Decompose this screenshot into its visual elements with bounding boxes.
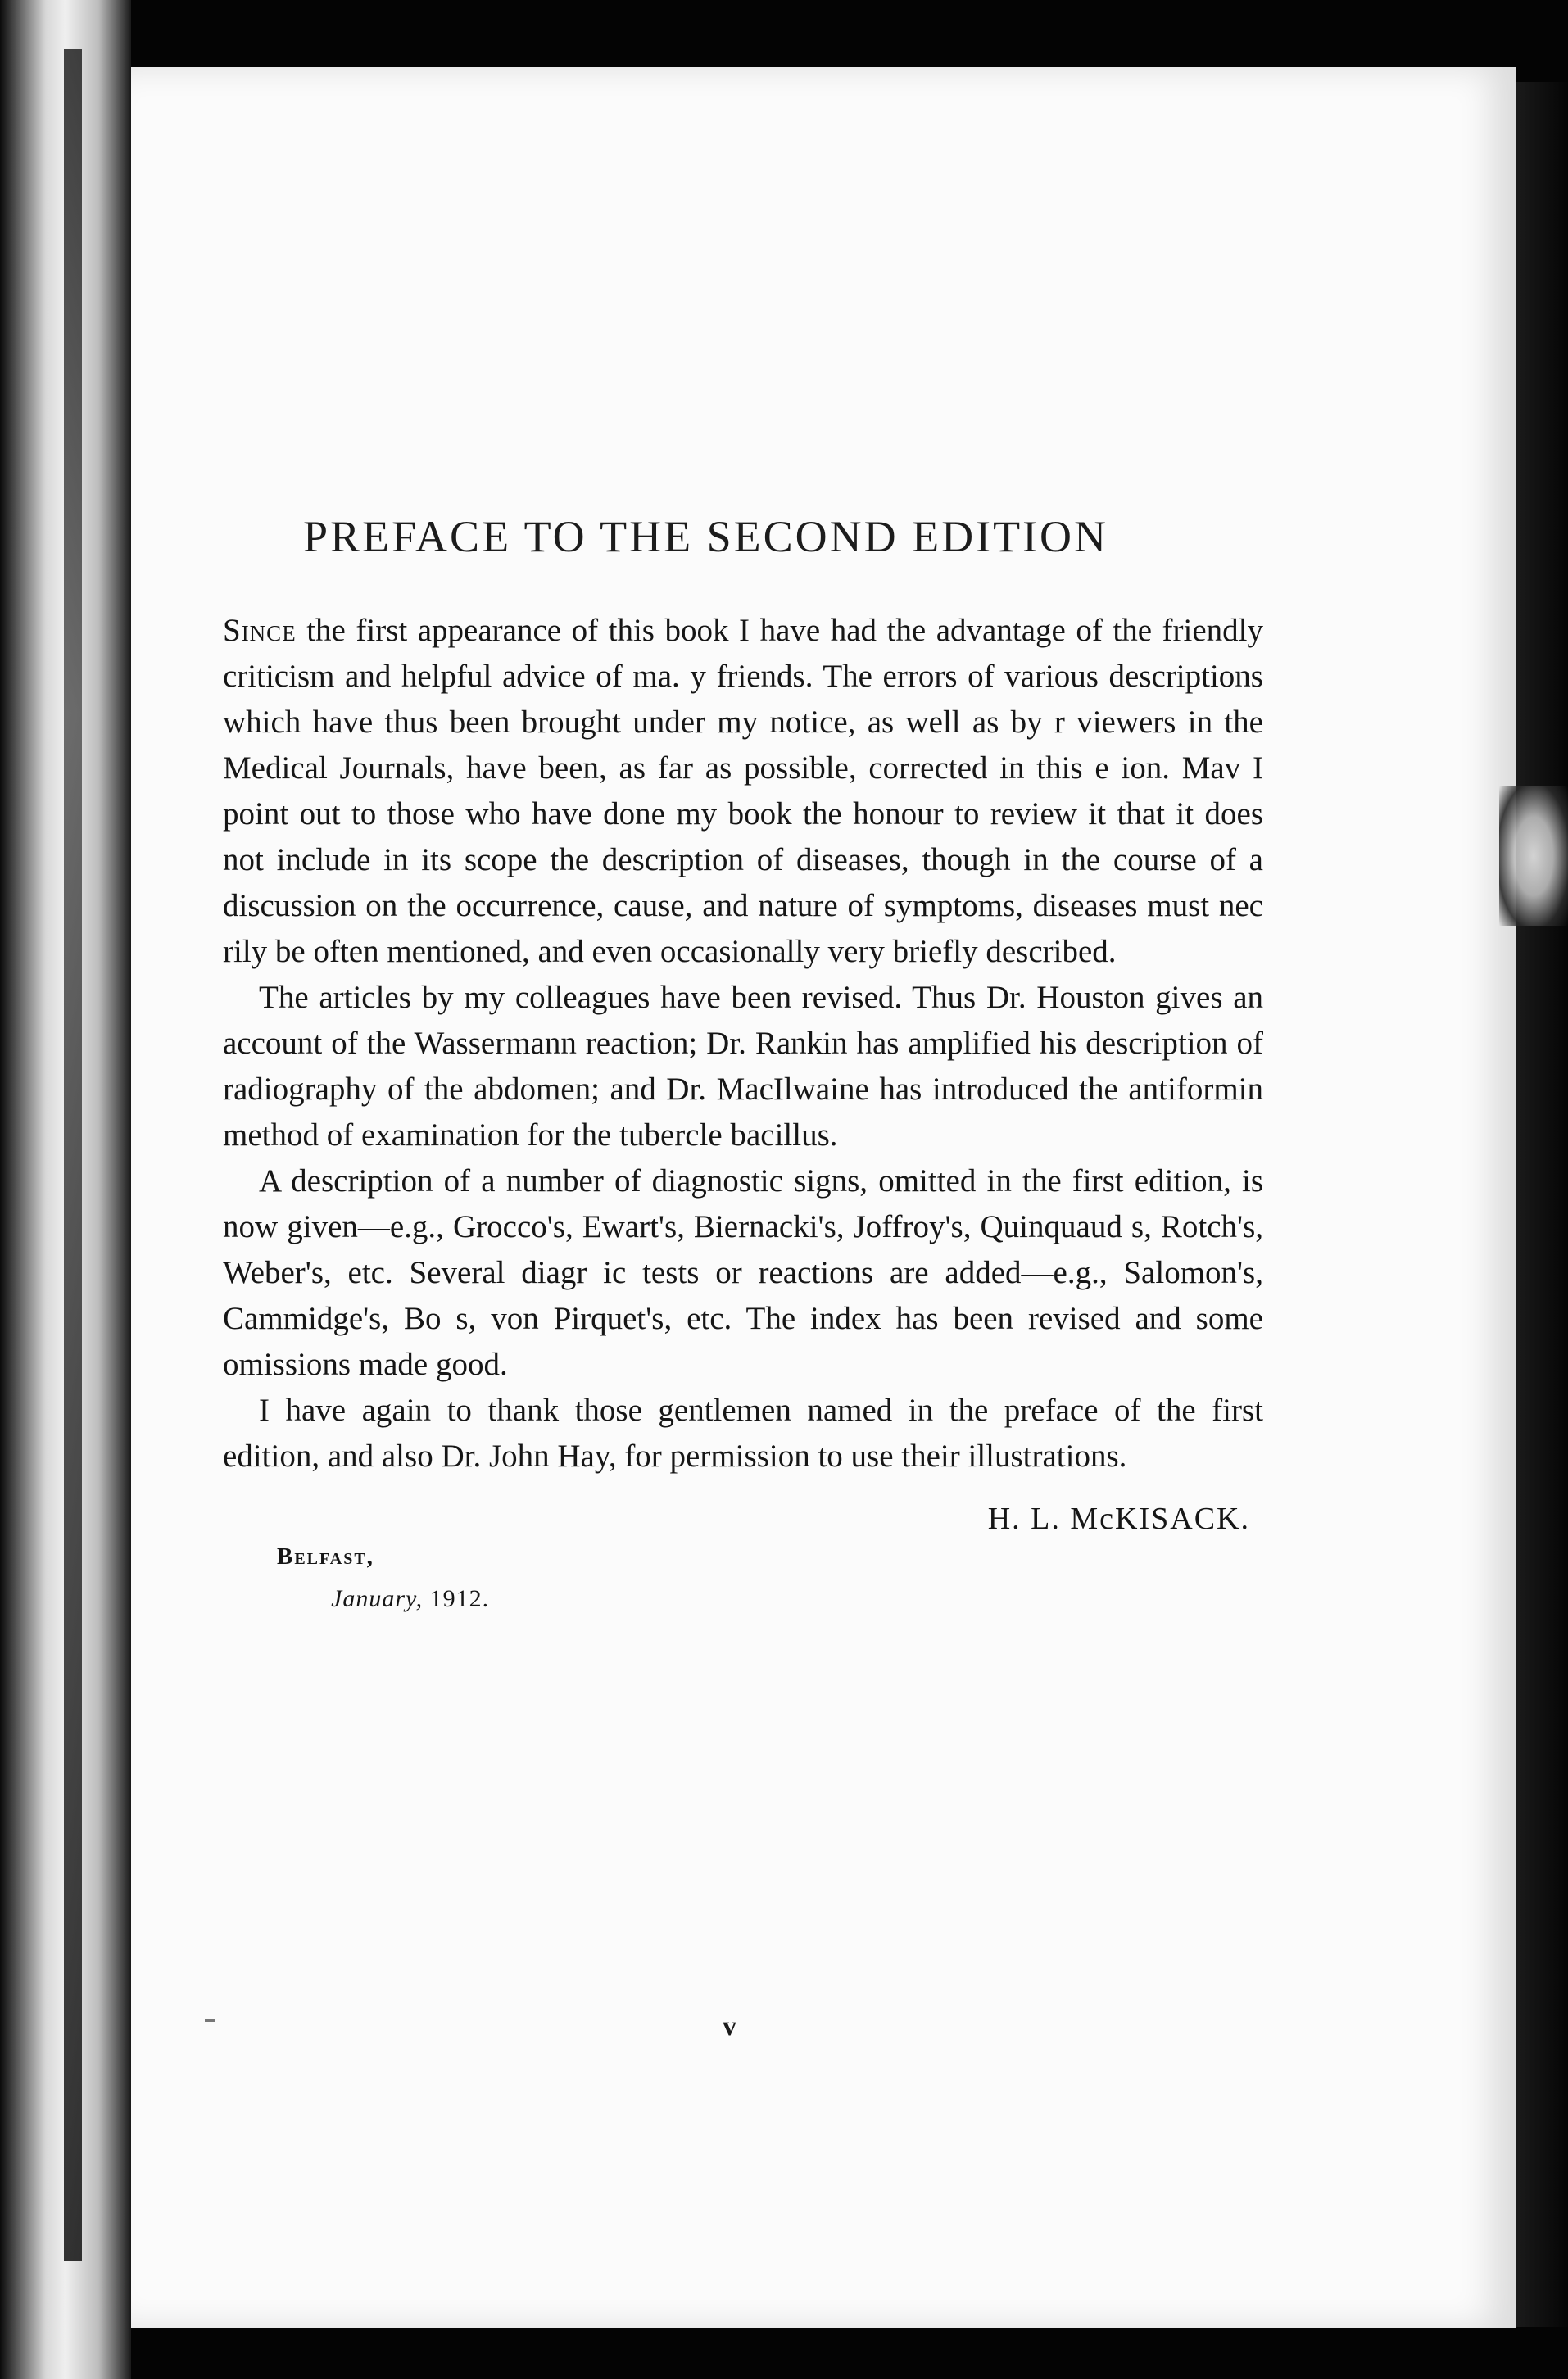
paragraph-2: The articles by my colleagues have been revised. Thus Dr. Houston gives an account of the Wassermann reaction; Dr. Rankin has amplified his description of radiography of the abdomen; and Dr. MacIlwaine has introduced the antiformin method of examination for the tubercle bacillus. [223,980,1263,1153]
scan-border [1516,82,1568,2327]
signature-date [331,1585,1263,1613]
preface-title: PREFACE TO THE SECOND EDITION [303,512,1109,561]
paragraph-1-lead: Since [223,613,297,648]
signature-place: Belfast, [277,1543,374,1570]
author-signature: H. L. McKISACK. [987,1502,1250,1536]
page-damage [1499,786,1568,926]
paragraph-4: I have again to thank those gentlemen named in the preface of the first edition, and also Dr. John Hay, for permission to use their illustrations. [223,1393,1263,1474]
binding-edge [0,0,131,2379]
margin-mark [205,2019,215,2022]
date-month: January, [331,1585,424,1612]
paragraph-1 [223,608,1263,975]
page-number: v [723,2011,736,2041]
preface-content [223,514,1263,1613]
paragraph-3: A description of a number of diagnostic signs, omitted in the first edition, is now given—e.g., Grocco's, Ewart's, Biernacki's, Joffroy's, Quinquaud s, Rotch's, Weber's, etc. Several diagr ic tests or reactions are added—e.g., Salomon's, Cammidge's, Bo s, von Pirquet's, etc. The index has been revised and some omissions made good. [223,1163,1263,1382]
paragraph-1-text: the first appearance of this book I have had the advantage of the friendly criticism and helpful advice of ma. y friends. The errors of various descriptions which have thus been brought under my notice, as well as by r viewers in the Medical Journals, have been, as far as possible, corrected in this e ion. Mav I point out to those who have done my book the honour to review it that it does not include in its scope the description of diseases, though in the course of a discussion on the occurrence, cause, and nature of symptoms, diseases must nec rily be often mentioned, and even occasionally very briefly described. [223,613,1263,969]
date-year: 1912. [429,1585,490,1612]
